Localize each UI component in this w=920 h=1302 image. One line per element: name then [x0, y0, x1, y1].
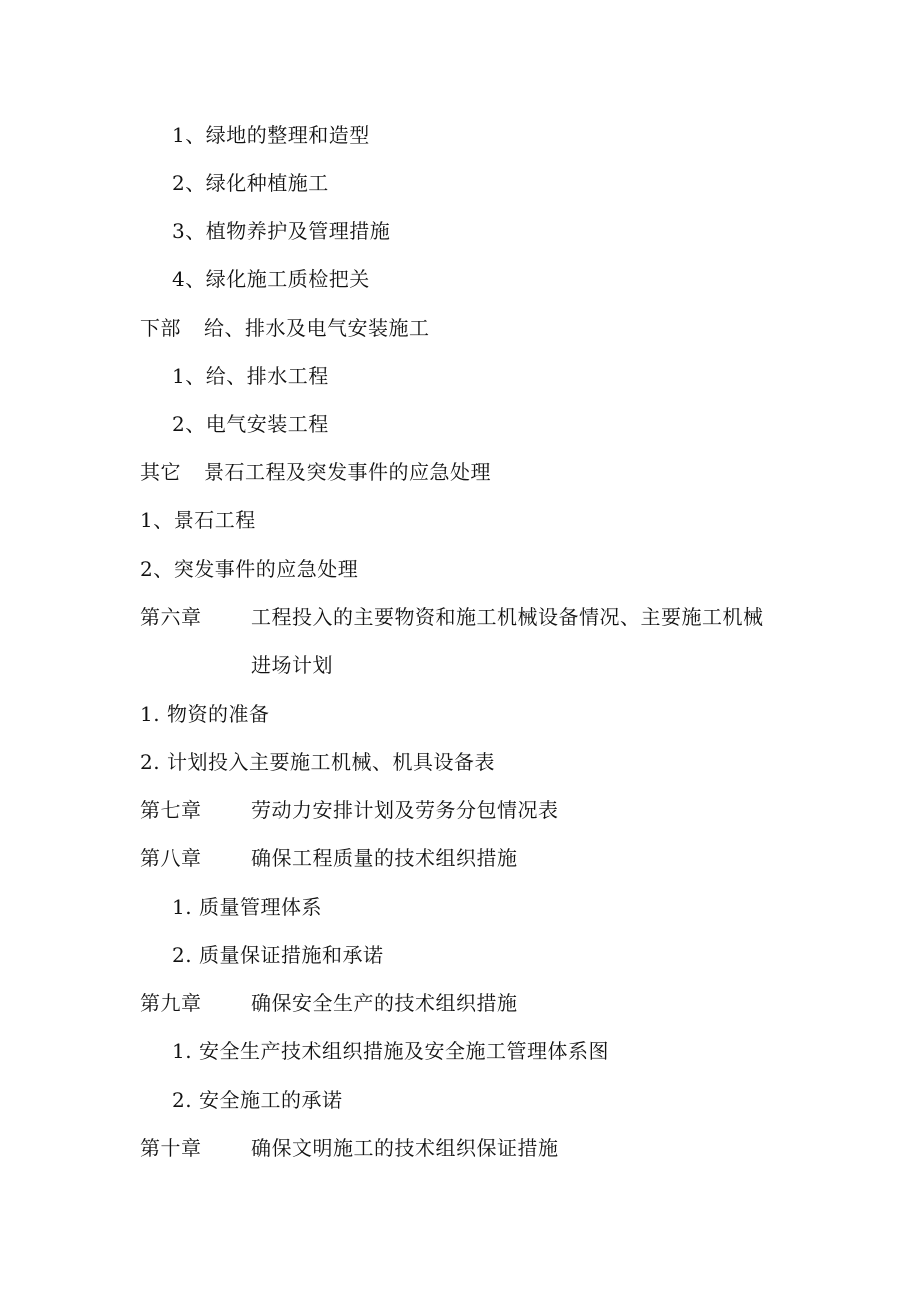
chapter-title: 工程投入的主要物资和施工机械设备情况、主要施工机械: [251, 605, 764, 629]
toc-chapter-heading: [140, 795, 800, 825]
toc-chapter-heading: [140, 1133, 800, 1163]
chapter-number: 第八章: [140, 846, 202, 870]
toc-item: 3、植物养护及管理措施: [172, 219, 391, 243]
part-label: 下部: [140, 316, 181, 340]
chapter-number: 第七章: [140, 798, 202, 822]
toc-chapter-heading: [140, 602, 800, 632]
toc-item: 2、突发事件的应急处理: [140, 557, 359, 581]
toc-part-heading: [140, 457, 491, 487]
toc-item: 2、电气安装工程: [172, 412, 329, 436]
toc-chapter-heading: [140, 843, 800, 873]
chapter-number: 第十章: [140, 1136, 202, 1160]
toc-chapter-heading: [140, 988, 800, 1018]
toc-item: 2. 计划投入主要施工机械、机具设备表: [140, 750, 495, 774]
part-title: 给、排水及电气安装施工: [204, 316, 430, 340]
toc-item: 2、绿化种植施工: [172, 171, 329, 195]
toc-item: 2. 安全施工的承诺: [172, 1088, 343, 1112]
chapter-title: 确保工程质量的技术组织措施: [251, 846, 518, 870]
chapter-number: 第九章: [140, 991, 202, 1015]
chapter-title: 确保文明施工的技术组织保证措施: [251, 1136, 559, 1160]
toc-part-heading: [140, 313, 430, 343]
toc-item: 1、景石工程: [140, 508, 256, 532]
toc-item: 1、绿地的整理和造型: [172, 123, 370, 147]
part-title: 景石工程及突发事件的应急处理: [204, 460, 491, 484]
toc-item: 1. 质量管理体系: [172, 895, 322, 919]
chapter-title: 确保安全生产的技术组织措施: [251, 991, 518, 1015]
toc-item: 2. 质量保证措施和承诺: [172, 943, 384, 967]
part-label: 其它: [140, 460, 181, 484]
toc-item: 4、绿化施工质检把关: [172, 267, 370, 291]
toc-item: 1、给、排水工程: [172, 364, 329, 388]
toc-item: 1. 物资的准备: [140, 702, 270, 726]
chapter-title-continuation: 进场计划: [251, 653, 333, 677]
toc-item: 1. 安全生产技术组织措施及安全施工管理体系图: [172, 1039, 609, 1063]
chapter-title: 劳动力安排计划及劳务分包情况表: [251, 798, 559, 822]
chapter-number: 第六章: [140, 605, 202, 629]
